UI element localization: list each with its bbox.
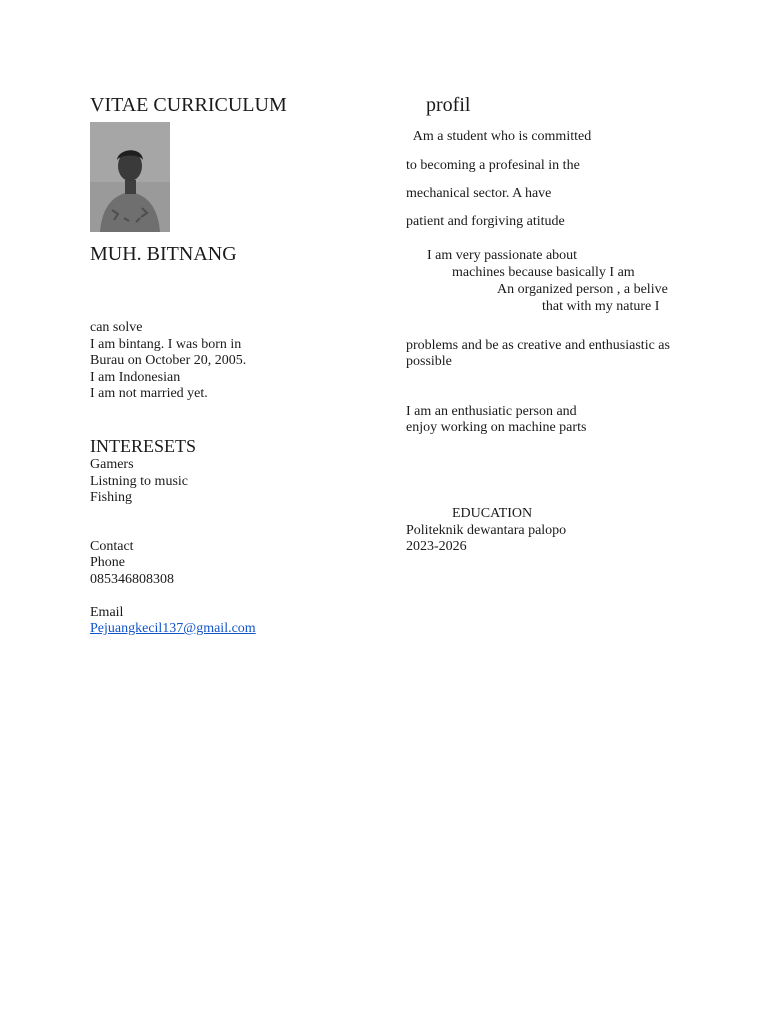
passion-text-line: machines because basically I am xyxy=(452,265,635,280)
interest-item: Listning to music xyxy=(90,473,188,489)
profile-text-line: to becoming a profesinal in the xyxy=(406,158,580,173)
passion-text-line: An organized person , a belive xyxy=(497,282,668,297)
phone-label: Phone xyxy=(90,555,125,570)
bio-line: Burau on October 20, 2005. xyxy=(90,353,247,368)
passion-text-line: that with my nature I xyxy=(542,299,660,314)
interest-item: Gamers xyxy=(90,457,134,472)
phone-number: 085346808308 xyxy=(90,572,174,587)
email-label: Email xyxy=(90,605,124,620)
passion-text-line: I am very passionate about xyxy=(427,248,578,263)
bio-line: I am not married yet. xyxy=(90,386,208,401)
problems-text-line: problems and be as creative and enthusiastic as xyxy=(406,338,670,353)
interests-list xyxy=(90,457,188,507)
email-link[interactable]: Pejuangkecil137@gmail.com xyxy=(90,621,256,636)
profile-text-line: mechanical sector. A have xyxy=(406,186,552,201)
education-school: Politeknik dewantara palopo xyxy=(406,523,567,538)
profile-heading: profil xyxy=(426,94,471,116)
enthusiast-text-line: I am an enthusiatic person and xyxy=(406,404,577,419)
profile-photo xyxy=(90,122,170,232)
problems-text-line: possible xyxy=(406,354,452,369)
enthusiast-text-line: enjoy working on machine parts xyxy=(406,420,587,435)
bio-line: I am Indonesian xyxy=(90,369,181,385)
profile-text-line: patient and forgiving atitude xyxy=(406,214,565,229)
education-years: 2023-2026 xyxy=(406,539,467,554)
person-name: MUH. BITNANG xyxy=(90,243,237,265)
bio-line: can solve xyxy=(90,320,143,335)
cv-title: VITAE CURRICULUM xyxy=(90,94,287,116)
interest-item: Fishing xyxy=(90,490,133,505)
profile-text-line: Am a student who is committed xyxy=(410,129,592,144)
contact-label: Contact xyxy=(90,539,134,554)
education-heading: EDUCATION xyxy=(452,506,533,521)
bio-block xyxy=(90,320,246,403)
bio-line: I am bintang. I was born in xyxy=(90,336,242,352)
interests-heading: INTERESETS xyxy=(90,436,196,456)
